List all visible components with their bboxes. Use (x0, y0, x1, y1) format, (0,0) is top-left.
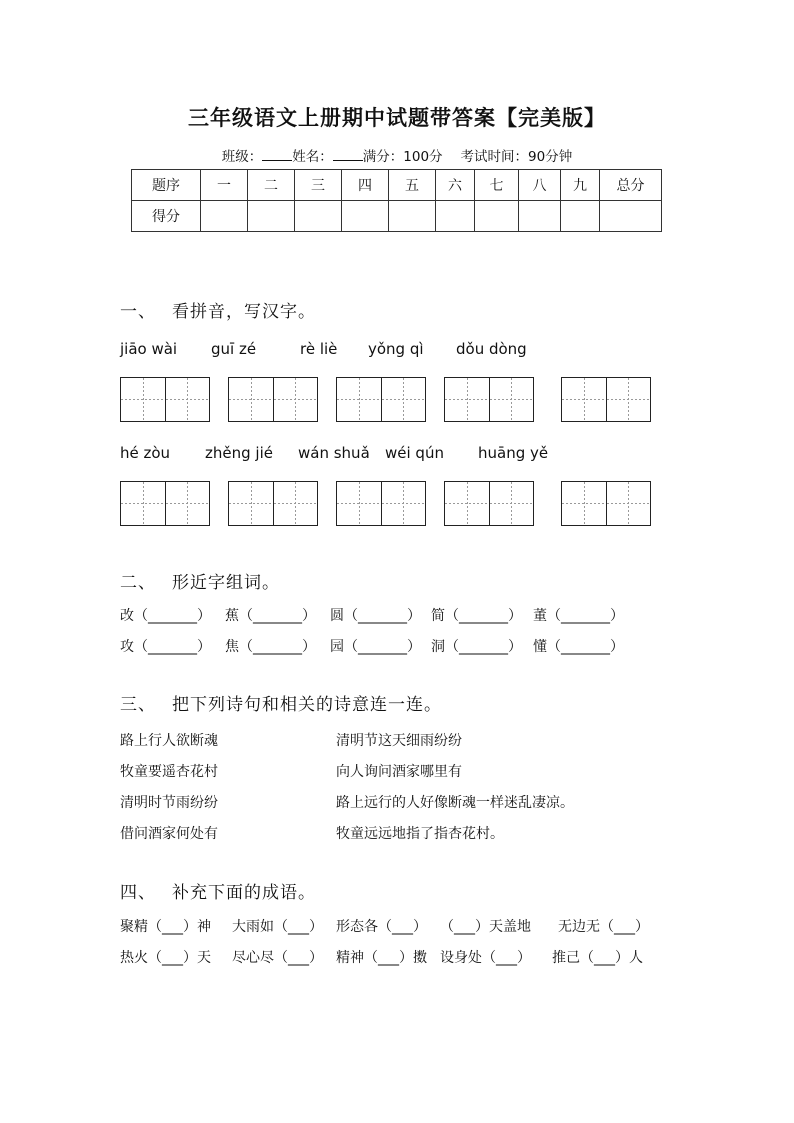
idiom-item[interactable]: 热火（___）天 (120, 950, 211, 966)
similar-char-item[interactable]: 洞（_______） (431, 639, 522, 655)
section-number: 三、 (120, 695, 156, 715)
header-cell: 九 (561, 170, 600, 201)
header-cell: 六 (436, 170, 475, 201)
section-number: 二、 (120, 573, 156, 593)
similar-char-item[interactable]: 改（_______） (120, 608, 211, 624)
idiom-item[interactable]: 无边无（___） (558, 919, 649, 935)
idiom-item[interactable]: 聚精（___）神 (120, 919, 211, 935)
writing-box[interactable] (444, 481, 534, 526)
poem-line[interactable]: 牧童要遥杏花村 (120, 764, 218, 780)
section-number: 四、 (120, 883, 156, 903)
similar-char-item[interactable]: 简（_______） (431, 608, 522, 624)
similar-char-item[interactable]: 园（_______） (330, 639, 421, 655)
section-1-title (120, 297, 316, 322)
idiom-item[interactable]: 设身处（___） (440, 950, 531, 966)
similar-char-item[interactable]: 懂（_______） (533, 639, 624, 655)
section-text: 形近字组词。 (172, 573, 280, 593)
section-4-title (120, 878, 316, 903)
pinyin: hé zòu (120, 444, 171, 462)
pinyin: zhěng jié (205, 444, 273, 462)
header-cell: 题序 (132, 170, 201, 201)
score-cell[interactable] (342, 201, 389, 232)
pinyin: jiāo wài (120, 340, 178, 358)
writing-box[interactable] (228, 377, 318, 422)
section-2-title (120, 568, 280, 593)
writing-box[interactable] (228, 481, 318, 526)
pinyin: huāng yě (478, 444, 549, 462)
score-cell[interactable] (600, 201, 662, 232)
pinyin: guī zé (211, 340, 257, 358)
score-cell[interactable] (436, 201, 475, 232)
section-text: 把下列诗句和相关的诗意连一连。 (172, 695, 442, 715)
score-table-header (132, 170, 662, 201)
score-table (131, 169, 662, 232)
header-cell: 三 (295, 170, 342, 201)
idiom-item[interactable]: 尽心尽（___） (232, 950, 323, 966)
pinyin: wéi qún (385, 444, 444, 462)
similar-char-item[interactable]: 董（_______） (533, 608, 624, 624)
idiom-item[interactable]: 推己（___）人 (552, 950, 643, 966)
name-blank[interactable] (333, 148, 363, 161)
header-cell: 二 (248, 170, 295, 201)
similar-char-item[interactable]: 圆（_______） (330, 608, 421, 624)
header-cell: 一 (201, 170, 248, 201)
page-title: 三年级语文上册期中试题带答案【完美版】 (188, 106, 606, 130)
score-cell[interactable] (248, 201, 295, 232)
score-cell[interactable] (389, 201, 436, 232)
poem-meaning[interactable]: 向人询问酒家哪里有 (336, 764, 462, 780)
score-cell[interactable] (475, 201, 519, 232)
exam-time: 考试时间：90分钟 (460, 149, 573, 165)
header-cell: 七 (475, 170, 519, 201)
score-cell[interactable] (561, 201, 600, 232)
class-label: 班级： (221, 149, 263, 165)
class-blank[interactable] (262, 148, 292, 161)
exam-info (0, 145, 794, 165)
writing-box[interactable] (336, 377, 426, 422)
poem-line[interactable]: 清明时节雨纷纷 (120, 795, 218, 811)
similar-char-item[interactable]: 攻（_______） (120, 639, 211, 655)
writing-box[interactable] (336, 481, 426, 526)
row-label: 得分 (132, 201, 201, 232)
header-cell: 八 (519, 170, 561, 201)
idiom-item[interactable]: （___）天盖地 (440, 919, 531, 935)
name-label: 姓名： (292, 149, 333, 165)
writing-box[interactable] (561, 377, 651, 422)
header-cell: 五 (389, 170, 436, 201)
score-cell[interactable] (295, 201, 342, 232)
score-cell[interactable] (201, 201, 248, 232)
writing-box[interactable] (561, 481, 651, 526)
section-text: 补充下面的成语。 (172, 883, 316, 903)
writing-box[interactable] (120, 481, 210, 526)
pinyin: yǒng qì (368, 340, 424, 358)
poem-meaning[interactable]: 路上远行的人好像断魂一样迷乱凄凉。 (336, 795, 574, 811)
score-cell[interactable] (519, 201, 561, 232)
section-text: 看拼音，写汉字。 (172, 302, 316, 322)
header-cell: 总分 (600, 170, 662, 201)
pinyin: dǒu dòng (456, 340, 527, 358)
writing-box[interactable] (120, 377, 210, 422)
poem-meaning[interactable]: 牧童远远地指了指杏花村。 (336, 826, 504, 842)
idiom-item[interactable]: 大雨如（___） (232, 919, 323, 935)
poem-meaning[interactable]: 清明节这天细雨纷纷 (336, 733, 462, 749)
similar-char-item[interactable]: 蕉（_______） (225, 608, 316, 624)
pinyin: rè liè (300, 340, 338, 358)
similar-char-item[interactable]: 焦（_______） (225, 639, 316, 655)
idiom-item[interactable]: 形态各（___） (336, 919, 427, 935)
poem-line[interactable]: 借问酒家何处有 (120, 826, 218, 842)
score-table-row (132, 201, 662, 232)
section-number: 一、 (120, 302, 156, 322)
pinyin: wán shuǎ (298, 444, 370, 462)
poem-line[interactable]: 路上行人欲断魂 (120, 733, 218, 749)
header-cell: 四 (342, 170, 389, 201)
writing-box[interactable] (444, 377, 534, 422)
full-score: 满分：100分 (362, 149, 443, 165)
section-3-title (120, 690, 442, 715)
idiom-item[interactable]: 精神（___）擞 (336, 950, 427, 966)
